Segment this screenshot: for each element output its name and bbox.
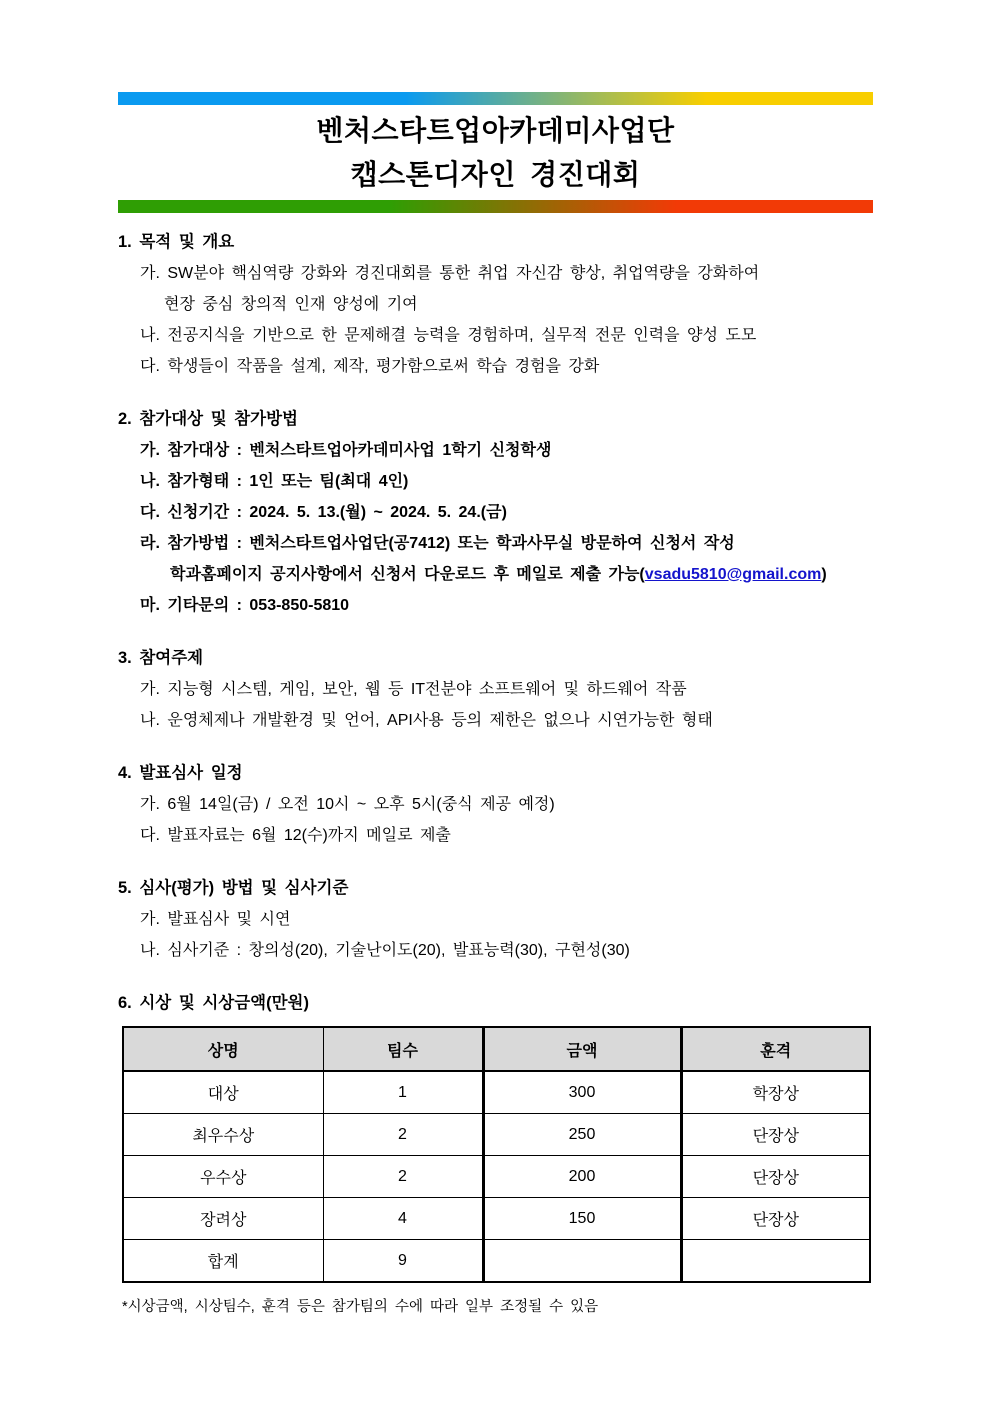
item-label: 나. (140, 712, 160, 729)
cell-award-name: 우수상 (123, 1156, 323, 1198)
list-item (118, 466, 873, 497)
table-row (123, 1114, 870, 1156)
item-text: 학생들이 작품을 설계, 제작, 평가함으로써 학습 경험을 강화 (167, 358, 600, 375)
section-topics (118, 643, 873, 736)
section-heading (118, 873, 873, 904)
doc-title-line2: 캡스톤디자인 경진대회 (350, 159, 641, 190)
email-link[interactable]: vsadu5810@gmail.com (644, 566, 822, 583)
section-heading (118, 404, 873, 435)
footnote: *시상금액, 시상팀수, 훈격 등은 참가팀의 수에 따라 일부 조정될 수 있음 (122, 1299, 599, 1315)
item-label: 가. (140, 796, 160, 813)
cell-award-grade: 단장상 (681, 1114, 870, 1156)
item-label: 나. (140, 327, 160, 344)
item-text: 기타문의 : 053-850-5810 (167, 597, 350, 614)
section-heading (118, 758, 873, 789)
item-text: 발표심사 및 시연 (167, 911, 291, 928)
award-table (122, 1026, 871, 1283)
list-item (118, 258, 873, 289)
cell-team-count: 2 (323, 1114, 483, 1156)
item-label: 다. (140, 504, 160, 521)
item-label: 다. (140, 827, 160, 844)
document-title-block (118, 109, 873, 197)
top-gradient-bar (118, 92, 873, 105)
section-heading (118, 988, 873, 1019)
list-item (118, 705, 873, 736)
item-text: ) (821, 566, 827, 583)
item-text: 참가형태 : 1인 또는 팀(최대 4인) (167, 473, 409, 490)
item-text: 현장 중심 창의적 인재 양성에 기여 (164, 296, 418, 313)
item-label: 라. (140, 535, 160, 552)
section-title: 발표심사 일정 (139, 764, 243, 782)
list-item (118, 904, 873, 935)
cell-team-count: 4 (323, 1198, 483, 1240)
item-label: 가. (140, 681, 160, 698)
item-label: 가. (140, 911, 160, 928)
col-header-award-grade: 훈격 (681, 1027, 870, 1071)
item-text: 참가대상 : 벤처스타트업아카데미사업 1학기 신청학생 (167, 442, 552, 459)
section-number: 3. (118, 649, 132, 667)
cell-award-grade: 학장상 (681, 1071, 870, 1114)
item-text: 운영체제나 개발환경 및 언어, API사용 등의 제한은 없으나 시연가능한 형태 (167, 712, 713, 729)
item-label: 가. (140, 265, 160, 282)
item-label: 나. (140, 942, 160, 959)
cell-amount: 250 (483, 1114, 681, 1156)
cell-award-name: 대상 (123, 1071, 323, 1114)
table-row-total (123, 1240, 870, 1283)
section-schedule (118, 758, 873, 851)
section-number: 1. (118, 233, 132, 251)
item-text: 학과홈페이지 공지사항에서 신청서 다운로드 후 메일로 제출 가능( (170, 566, 645, 583)
col-header-award-name: 상명 (123, 1027, 323, 1071)
list-item (118, 674, 873, 705)
cell-team-count: 2 (323, 1156, 483, 1198)
item-text: 발표자료는 6월 12(수)까지 메일로 제출 (167, 827, 451, 844)
section-number: 2. (118, 410, 132, 428)
section-title: 참가대상 및 참가방법 (139, 410, 298, 428)
col-header-team-count: 팀수 (323, 1027, 483, 1071)
cell-award-name: 합계 (123, 1240, 323, 1283)
section-title: 목적 및 개요 (139, 233, 235, 251)
list-item (118, 820, 873, 851)
section-awards (118, 988, 873, 1317)
item-text: SW분야 핵심역량 강화와 경진대회를 통한 취업 자신감 향상, 취업역량을 강화하여 (167, 265, 760, 282)
section-heading (118, 643, 873, 674)
item-text: 심사기준 : 창의성(20), 기술난이도(20), 발표능력(30), 구현성(30) (167, 942, 630, 959)
list-item (118, 590, 873, 621)
cell-award-grade (681, 1240, 870, 1283)
item-label: 다. (140, 358, 160, 375)
section-judging (118, 873, 873, 966)
item-label: 가. (140, 442, 160, 459)
section-title: 시상 및 시상금액(만원) (139, 994, 309, 1012)
item-text: 전공지식을 기반으로 한 문제해결 능력을 경험하며, 실무적 전문 인력을 양성 도모 (167, 327, 757, 344)
item-label: 나. (140, 473, 160, 490)
cell-award-grade: 단장상 (681, 1156, 870, 1198)
table-row (123, 1198, 870, 1240)
cell-team-count: 1 (323, 1071, 483, 1114)
section-purpose (118, 227, 873, 382)
document-body (118, 227, 873, 1317)
col-header-amount: 금액 (483, 1027, 681, 1071)
section-number: 4. (118, 764, 132, 782)
list-item-continuation (118, 559, 873, 590)
section-number: 5. (118, 879, 132, 897)
item-label: 마. (140, 597, 160, 614)
list-item (118, 320, 873, 351)
list-item (118, 497, 873, 528)
cell-amount: 150 (483, 1198, 681, 1240)
cell-amount (483, 1240, 681, 1283)
section-heading (118, 227, 873, 258)
item-text: 신청기간 : 2024. 5. 13.(월) ~ 2024. 5. 24.(금) (167, 504, 507, 521)
cell-award-name: 최우수상 (123, 1114, 323, 1156)
item-text: 6월 14일(금) / 오전 10시 ~ 오후 5시(중식 제공 예정) (167, 796, 555, 813)
list-item (118, 435, 873, 466)
award-table-header-row (123, 1027, 870, 1071)
title-underline-gradient-bar (118, 200, 873, 213)
item-text: 지능형 시스템, 게임, 보안, 웹 등 IT전분야 소프트웨어 및 하드웨어 작품 (167, 681, 687, 698)
cell-team-count: 9 (323, 1240, 483, 1283)
list-item (118, 528, 873, 559)
list-item (118, 789, 873, 820)
cell-amount: 200 (483, 1156, 681, 1198)
item-text: 참가방법 : 벤처스타트업사업단(공7412) 또는 학과사무실 방문하여 신청서 작성 (167, 535, 735, 552)
section-title: 참여주제 (139, 649, 204, 667)
table-row (123, 1156, 870, 1198)
cell-amount: 300 (483, 1071, 681, 1114)
doc-title-line1: 벤처스타트업아카데미사업단 (316, 115, 675, 146)
section-participation (118, 404, 873, 621)
cell-award-grade: 단장상 (681, 1198, 870, 1240)
table-row (123, 1071, 870, 1114)
section-title: 심사(평가) 방법 및 심사기준 (139, 879, 349, 897)
list-item-continuation (118, 289, 873, 320)
list-item (118, 935, 873, 966)
list-item (118, 351, 873, 382)
section-number: 6. (118, 994, 132, 1012)
cell-award-name: 장려상 (123, 1198, 323, 1240)
